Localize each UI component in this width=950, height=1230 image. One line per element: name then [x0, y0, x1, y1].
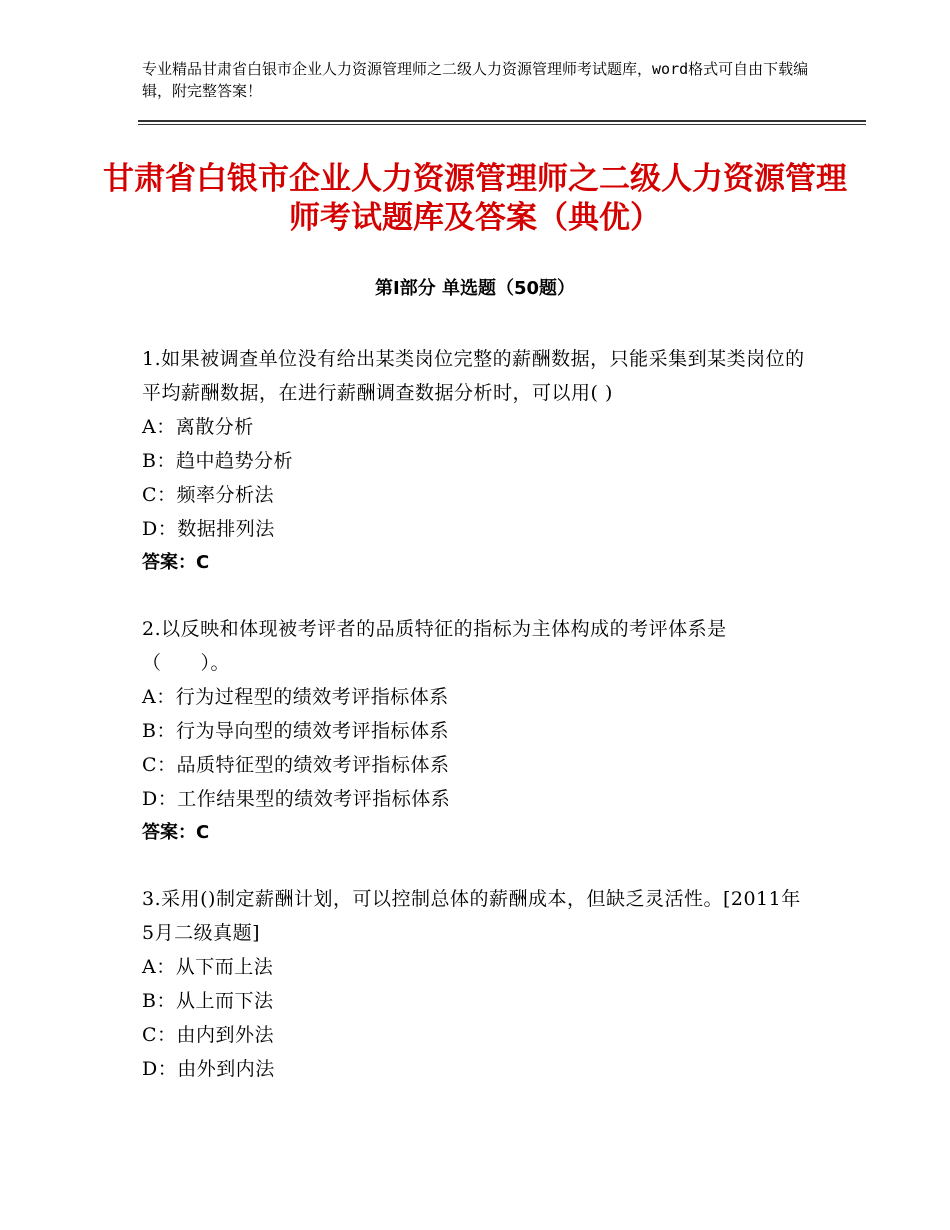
option-c: C：频率分析法: [142, 484, 275, 506]
option-c: C：品质特征型的绩效考评指标体系: [142, 754, 450, 776]
option-a: A：从下而上法: [142, 956, 274, 978]
document-title: 甘肃省白银市企业人力资源管理师之二级人力资源管理师考试题库及答案（典优）: [103, 161, 847, 236]
section-title: 第Ⅰ部分 单选题（50题）: [374, 278, 575, 299]
question-stem: 1.如果被调查单位没有给出某类岗位完整的薪酬数据，只能采集到某类岗位的平均薪酬数据，在进行薪酬调查数据分析时，可以用( ): [142, 348, 805, 404]
question-stem: 3.采用()制定薪酬计划，可以控制总体的薪酬成本，但缺乏灵活性。[2011年5月二级真题]: [142, 888, 801, 944]
option-a: A：离散分析: [142, 416, 254, 438]
question-2: [142, 612, 807, 850]
option-b: B：从上而下法: [142, 990, 274, 1012]
option-d: D：由外到内法: [142, 1058, 275, 1080]
answer-label: 答案：C: [142, 822, 210, 843]
question-1: [142, 342, 807, 580]
question-stem: 2.以反映和体现被考评者的品质特征的指标为主体构成的考评体系是（ ）。: [142, 618, 727, 674]
answer-label: 答案：C: [142, 552, 210, 573]
option-b: B：趋中趋势分析: [142, 450, 293, 472]
option-a: A：行为过程型的绩效考评指标体系: [142, 686, 449, 708]
page-header-text: 专业精品甘肃省白银市企业人力资源管理师之二级人力资源管理师考试题库，word格式可自由下载编辑，附完整答案！: [142, 60, 809, 100]
header-divider: [138, 120, 866, 125]
option-c: C：由内到外法: [142, 1024, 275, 1046]
option-d: D：数据排列法: [142, 518, 275, 540]
question-list: [142, 342, 807, 1118]
question-3: [142, 882, 807, 1086]
option-b: B：行为导向型的绩效考评指标体系: [142, 720, 449, 742]
option-d: D：工作结果型的绩效考评指标体系: [142, 788, 451, 810]
